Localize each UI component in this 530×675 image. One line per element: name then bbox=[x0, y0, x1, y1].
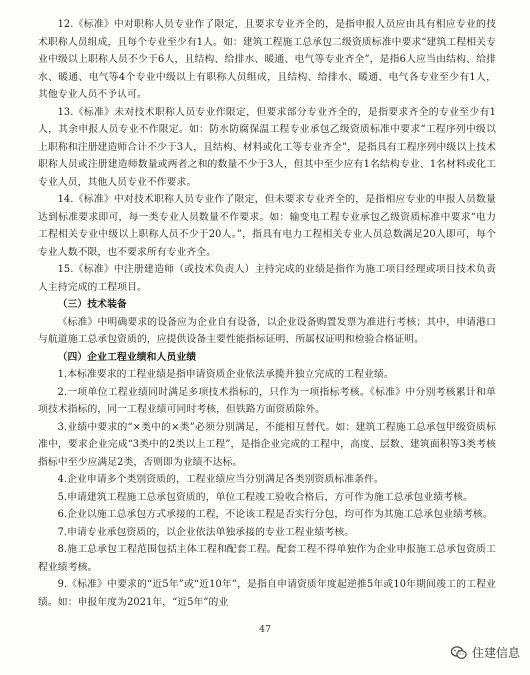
paragraph-performance-3: 3.业绩中要求的“×类中的×类”必须分别满足，不能相互替代。如：建筑工程施工总承包甲级资质标准中，要求企业完成“3类中的2类以上工程”，是指企业完成的工程中，高度、层数、建筑面积等3类考核指标中至少应满足2类，否则即为业绩不达标。 bbox=[38, 421, 496, 468]
paragraph-performance-7: 7.申请专业承包资质的，以企业依法单独承接的专业工程业绩考核。 bbox=[57, 526, 355, 538]
section-heading-performance: （四）企业工程业绩和人员业绩 bbox=[57, 351, 197, 363]
paragraph-12: 12.《标准》中对职称人员专业作了限定，且要求专业齐全的，是指申报人员应由具有相应专业的技术职称人员组成，且每个专业至少有1人。如：建筑工程施工总承包二级资质标准中要求“建筑工程相关专业中级以上职称人员不少于6人，且结构、给排水、暖通、电气等专业齐全”，是指6人应当由结构、给排水、暖通、电气等4个专业中级以上有职称人员组成，且结构、给排水、暖通、电气各专业至少有1人，其他专业人员不予认可。 bbox=[38, 19, 496, 100]
watermark-text: 住建信息 bbox=[471, 646, 520, 660]
paragraph-14: 14.《标准》中对技术职称人员专业作了限定，但未要求专业齐全的，是指相应专业的申报人员数量达到标准要求即可，每一类专业人员数量不作要求。如：输变电工程专业承包乙级资质标准中要求“电力工程相关专业中级以上职称人员不少于20人。”，指具有电力工程相关专业人员总数满足20人即可，每个专业人数不限，也不要求所有专业齐全。 bbox=[38, 194, 496, 258]
paragraph-performance-8: 8.施工总承包工程范围包括主体工程和配套工程。配套工程不得单独作为企业申报施工总承包资质工程业绩考核。 bbox=[38, 544, 496, 573]
paragraph-15: 15.《标准》中注册建造师（或技术负责人）主持完成的业绩是指作为施工项目经理或项目技术负责人主持完成的工程项目。 bbox=[38, 264, 496, 293]
paragraph-performance-1: 1.本标准要求的工程业绩是指申请资质企业依法承揽并独立完成的工程业绩。 bbox=[57, 369, 394, 380]
paragraph-performance-9: 9.《标准》中要求的“近5年”或“近10年”，是指自申请资质年度起逆推5年或10年期间竣工的工程业绩。如：申报年度为2021年，“近5年”的业 bbox=[38, 579, 496, 608]
page-number: 47 bbox=[258, 624, 272, 635]
section-heading-technical-equipment: （三）技术装备 bbox=[57, 299, 127, 310]
paragraph-performance-6: 6.企业以施工总承包方式承接的工程，不论该工程是否实行分包，均可作为其施工总承包业绩考核。 bbox=[57, 509, 493, 520]
paragraph-performance-2: 2.一项单位工程业绩同时满足多项技术指标的，只作为一项指标考核。《标准》中分别考核累计和单项技术指标的，同一工程业绩可同时考核，但铁路方面资质除外。 bbox=[38, 386, 496, 415]
watermark bbox=[451, 644, 520, 661]
paragraph-equipment: 《标准》中明确要求的设备应为企业自有设备，以企业设备购置发票为准进行考核；其中，申请港口与航道施工总承包资质的，应提供设备主要性能指标证明、所属权证明和检验合格证明。 bbox=[38, 316, 496, 345]
document-body bbox=[38, 16, 496, 611]
wechat-icon bbox=[451, 646, 467, 660]
paragraph-performance-4: 4.企业申请多个类别资质的，工程业绩应当分别满足各类别资质标准条件。 bbox=[57, 474, 384, 485]
paragraph-13: 13.《标准》未对技术职称人员专业作限定，但要求部分专业齐全的，是指要求齐全的专业至少有1人，其余申报人员专业不作限定。如：防水防腐保温工程专业承包乙级资质标准中要求“工程序列中级以上职称和注册建造师合计不少于3人，且结构、材料或化工等专业齐全”，是指具有工程序列中级以上技术职称人员或注册建造师数量或两者之和的数量不少于3人，但其中至少应有1名结构专业、1名材料或化工专业人员，其他人员专业不作要求。 bbox=[38, 106, 496, 188]
paragraph-performance-5: 5.申请建筑工程施工总承包资质的，单位工程竣工验收合格后，方可作为施工总承包业绩考核。 bbox=[57, 491, 473, 503]
